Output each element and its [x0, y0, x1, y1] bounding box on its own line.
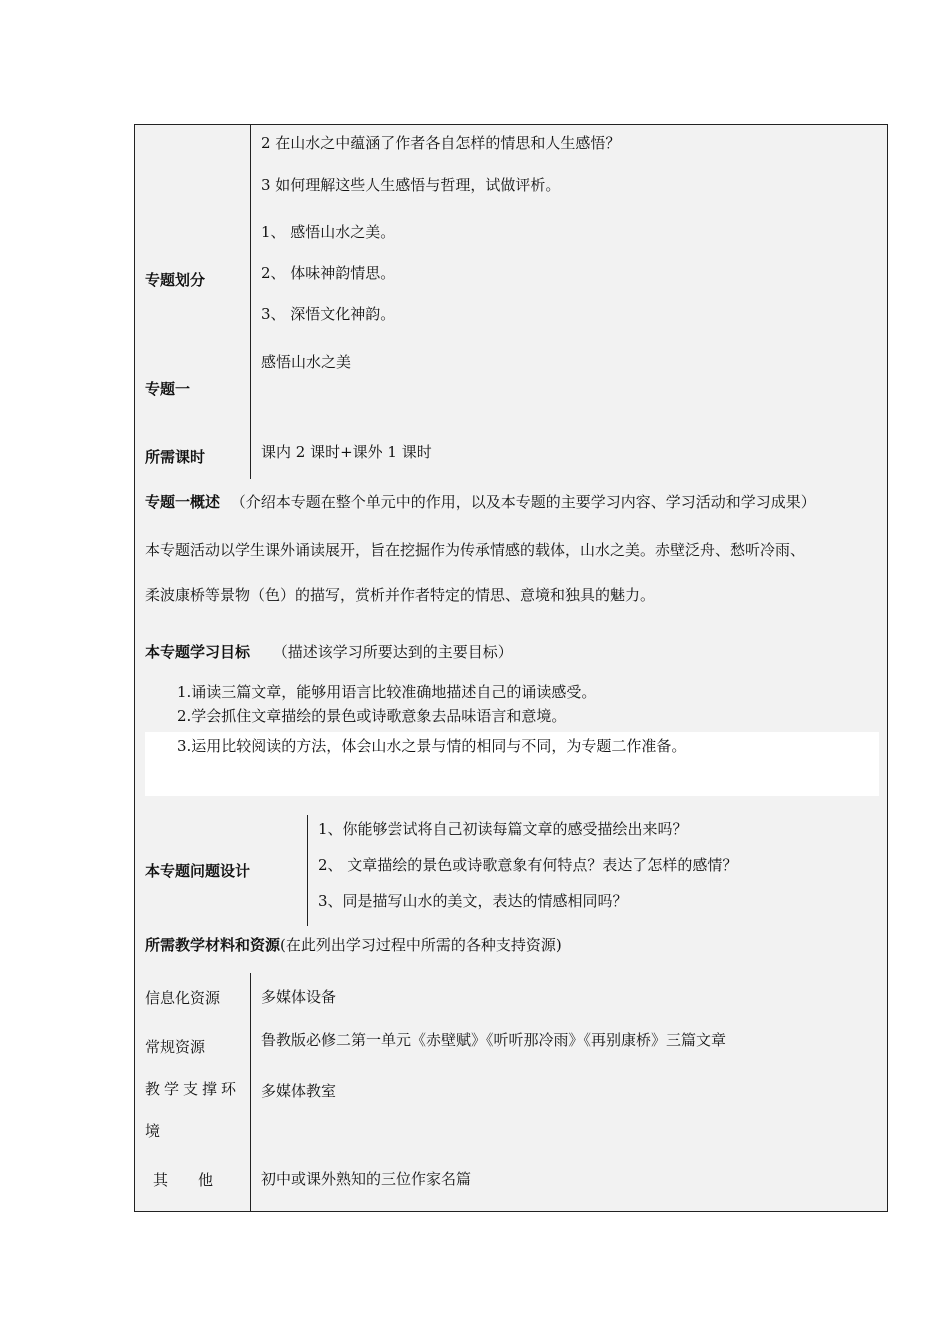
materials-note: (在此列出学习过程中所需的各种支持资源)	[280, 936, 562, 954]
row-regular-label: 常规资源	[135, 1022, 251, 1071]
row-division	[134, 214, 888, 345]
row-questions-label	[135, 125, 251, 214]
problem-item: 3、同是描写山水的美文，表达的情感相同吗？	[318, 892, 628, 910]
overview-label: 专题一概述	[145, 493, 221, 511]
goals-label: 本专题学习目标	[145, 643, 251, 661]
row-hours-label: 所需课时	[135, 433, 251, 479]
row-materials	[134, 926, 888, 974]
row-topic1	[134, 344, 888, 434]
row-other-label: 其 他	[135, 1161, 251, 1211]
row-division-value	[251, 214, 887, 344]
row-regular	[134, 1022, 888, 1072]
row-env-label	[135, 1071, 251, 1161]
question-line: 2 在山水之中蕴涵了作者各自怎样的情思和人生感悟？	[261, 134, 621, 152]
overview-note: （介绍本专题在整个单元中的作用，以及本专题的主要学习内容、学习活动和学习成果）	[230, 493, 816, 511]
goals-note: （描述该学习所要达到的主要目标）	[272, 643, 513, 661]
row-division-label: 专题划分	[135, 214, 251, 344]
row-overview-text	[134, 526, 888, 630]
row-problems-label: 本专题问题设计	[135, 815, 308, 926]
overview-heading	[135, 479, 887, 518]
division-item: 3、 深悟文化神韵。	[261, 305, 396, 323]
row-regular-value	[251, 1022, 887, 1071]
overview-body	[135, 526, 887, 611]
row-other	[134, 1161, 888, 1212]
goals-list	[177, 680, 686, 758]
row-problems	[134, 815, 888, 927]
row-questions	[134, 124, 888, 215]
overview-line: 柔波康桥等景物（色）的描写，赏析并作者特定的情思、意境和独具的魅力。	[145, 586, 656, 604]
goal-item: 1.诵读三篇文章，能够用语言比较准确地描述自己的诵读感受。	[177, 683, 597, 701]
row-problems-value	[308, 815, 887, 926]
other-text: 初中或课外熟知的三位作家名篇	[261, 1170, 472, 1188]
problem-item: 1、你能够尝试将自己初读每篇文章的感受描绘出来吗？	[318, 820, 688, 838]
problem-item: 2、 文章描绘的景色或诗歌意象有何特点？表达了怎样的感情？	[318, 856, 738, 874]
info-text: 多媒体设备	[261, 988, 337, 1006]
division-item: 1、 感悟山水之美。	[261, 223, 396, 241]
row-env	[134, 1071, 888, 1162]
row-overview	[134, 479, 888, 527]
row-info-value	[251, 973, 887, 1022]
row-info-label: 信息化资源	[135, 973, 251, 1022]
env-text: 多媒体教室	[261, 1082, 337, 1100]
row-hours-value	[251, 433, 887, 479]
goal-item: 2.学会抓住文章描绘的景色或诗歌意象去品味语言和意境。	[177, 707, 567, 725]
env-label-line: 教学支撑环	[145, 1080, 241, 1098]
goals-heading	[135, 629, 887, 668]
topic1-text: 感悟山水之美	[261, 353, 352, 371]
regular-text: 鲁教版必修二第一单元《赤壁赋》《听听那冷雨》《再别康桥》三篇文章	[261, 1031, 727, 1049]
row-info	[134, 973, 888, 1023]
division-item: 2、 体味神韵情思。	[261, 264, 396, 282]
row-env-value	[251, 1071, 887, 1161]
question-line: 3 如何理解这些人生感悟与哲理，试做评析。	[261, 176, 561, 194]
row-other-value	[251, 1161, 887, 1211]
row-questions-value	[251, 125, 887, 214]
materials-heading	[135, 926, 887, 961]
row-topic1-label: 专题一	[135, 344, 251, 433]
overview-line: 本专题活动以学生课外诵读展开，旨在挖掘作为传承情感的载体，山水之美。赤壁泛舟、愁听冷雨、	[145, 541, 806, 559]
materials-label: 所需教学材料和资源	[145, 936, 281, 954]
env-label-line: 境	[145, 1122, 161, 1140]
row-goals-head	[134, 629, 888, 677]
hours-text: 课内 2 课时+课外 1 课时	[261, 443, 432, 461]
row-goals	[134, 676, 888, 816]
goal-item: 3.运用比较阅读的方法，体会山水之景与情的相同与不同，为专题二作准备。	[177, 737, 687, 755]
row-hours	[134, 433, 888, 480]
row-topic1-value	[251, 344, 887, 433]
